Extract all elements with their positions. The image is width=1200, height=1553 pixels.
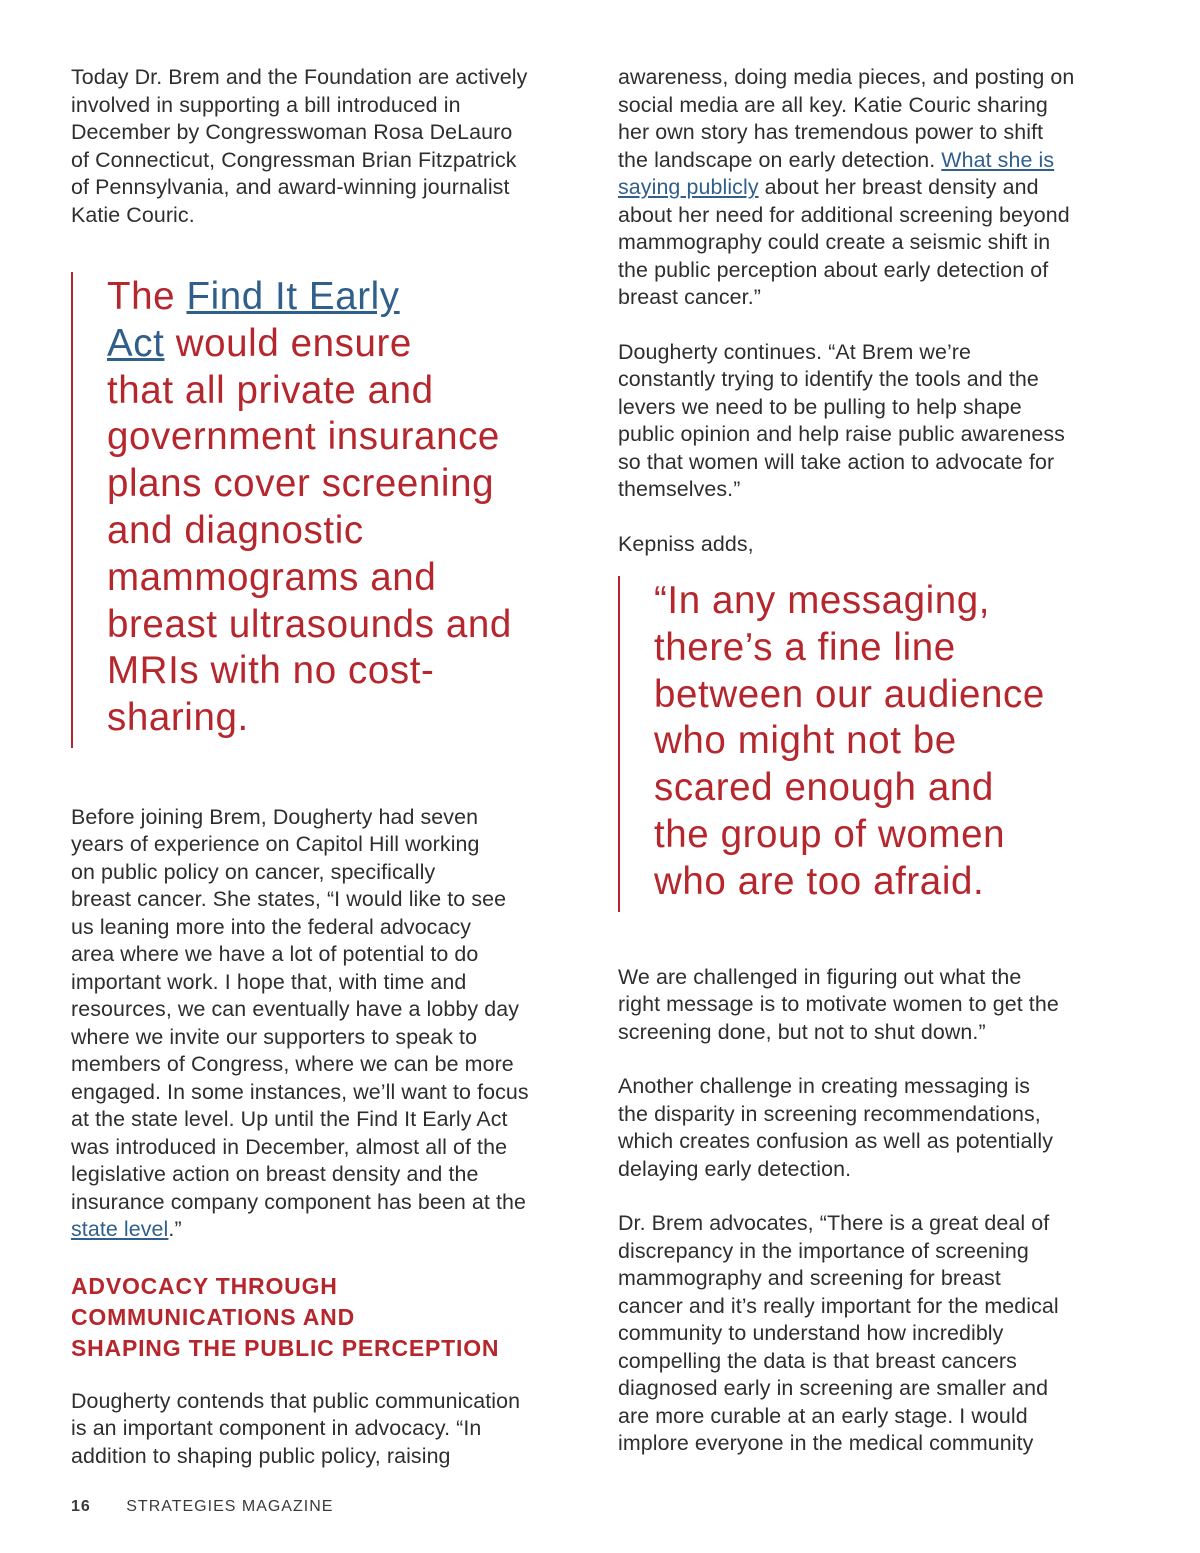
text-line: Dougherty contends that public communication	[71, 1388, 521, 1413]
text-line: legislative action on breast density and the	[71, 1162, 479, 1187]
quote-line: who are too afraid.	[654, 859, 985, 903]
quote-line: the group of women	[654, 812, 1006, 856]
text-line: state level.”	[71, 1217, 182, 1242]
heading-line: COMMUNICATIONS AND	[71, 1303, 355, 1330]
brem-advocates-paragraph	[618, 1210, 1138, 1458]
publication-name: STRATEGIES MAGAZINE	[126, 1498, 334, 1515]
kepniss-intro-paragraph	[618, 531, 1138, 559]
text-line: social media are all key. Katie Couric sharing	[618, 92, 1048, 117]
text-line: important work. I hope that, with time and	[71, 969, 467, 994]
text-line: area where we have a lot of potential to do	[71, 942, 479, 967]
pull-quote-kepniss	[618, 576, 1138, 912]
text-line: awareness, doing media pieces, and posting on	[618, 65, 1075, 89]
text-line: constantly trying to identify the tools and the	[618, 367, 1039, 391]
text-line: right message is to motivate women to get the	[618, 992, 1059, 1017]
text-line: delaying early detection.	[618, 1156, 852, 1181]
text-line: December by Congresswoman Rosa DeLauro	[71, 120, 513, 144]
text-line: members of Congress, where we can be more	[71, 1052, 514, 1077]
text-line: of Connecticut, Congressman Brian Fitzpatrick	[71, 147, 517, 172]
public-communication-paragraph	[71, 1388, 591, 1471]
what-she-is-saying-link-cont[interactable]: saying publicly	[618, 175, 759, 199]
text-line: mammography and screening for breast	[618, 1266, 1001, 1291]
page-footer	[71, 1498, 333, 1516]
quote-line: The Find It Early	[107, 275, 400, 318]
text-line: screening done, but not to shut down.”	[618, 1019, 986, 1044]
text-line: implore everyone in the medical community	[618, 1431, 1034, 1456]
intro-paragraph	[71, 64, 591, 229]
text-line: community to understand how incredibly	[618, 1321, 1004, 1346]
heading-line: ADVOCACY THROUGH	[71, 1272, 338, 1299]
quote-line: and diagnostic	[107, 508, 364, 552]
text-line: on public policy on cancer, specifically	[71, 859, 436, 884]
text-line: breast cancer. She states, “I would like to see	[71, 887, 507, 912]
text-line: Today Dr. Brem and the Foundation are actively	[71, 65, 528, 89]
text-line: the public perception about early detection of	[618, 257, 1049, 282]
quote-line: Act would ensure	[107, 321, 412, 365]
text-line: discrepancy in the importance of screening	[618, 1238, 1029, 1263]
section-heading	[71, 1271, 591, 1364]
text-line: compelling the data is that breast cancers	[618, 1348, 1017, 1373]
page-number: 16	[71, 1498, 91, 1515]
text-line: involved in supporting a bill introduced in	[71, 92, 461, 117]
text-line: We are challenged in figuring out what the	[618, 964, 1022, 989]
quote-line: plans cover screening	[107, 462, 495, 506]
right-column	[618, 64, 1138, 1485]
quote-line: mammograms and	[107, 555, 437, 599]
text-line: at the state level. Up until the Find It Early Act	[71, 1107, 508, 1132]
text-line: about her need for additional screening beyond	[618, 202, 1070, 227]
quote-line: who might not be	[654, 719, 957, 763]
text-line: Before joining Brem, Dougherty had seven	[71, 804, 479, 829]
text-line: insurance company component has been at the	[71, 1189, 526, 1214]
pull-quote-find-it-early	[71, 272, 591, 748]
text-line: the landscape on early detection. What she is	[618, 147, 1055, 172]
text-line: saying publicly about her breast density and	[618, 175, 1039, 199]
text-line: are more curable at an early stage. I would	[618, 1403, 1028, 1428]
text-line: resources, we can eventually have a lobby day	[71, 997, 520, 1022]
text-line: Katie Couric.	[71, 202, 195, 227]
text-line: public opinion and help raise public awareness	[618, 422, 1065, 446]
quote-line: that all private and	[107, 368, 434, 412]
quote-line: between our audience	[654, 672, 1045, 716]
quote-line: there’s a fine line	[654, 625, 956, 669]
quote-line: MRIs with no cost-	[107, 649, 435, 693]
heading-line: SHAPING THE PUBLIC PERCEPTION	[71, 1334, 500, 1361]
what-she-is-saying-link[interactable]: What she is	[941, 147, 1055, 172]
text-line: engaged. In some instances, we’ll want to focus	[71, 1079, 529, 1104]
quote-line: sharing.	[107, 696, 249, 740]
text-line: her own story has tremendous power to shift	[618, 120, 1044, 144]
find-it-early-act-link-cont[interactable]: Act	[107, 321, 165, 365]
dougherty-continues-paragraph	[618, 339, 1138, 504]
dougherty-background-paragraph	[71, 804, 591, 1244]
find-it-early-act-link[interactable]: Find It Early	[186, 275, 400, 318]
state-level-link[interactable]: state level	[71, 1217, 169, 1242]
quote-line: government insurance	[107, 415, 500, 459]
challenge-paragraph	[618, 964, 1138, 1047]
quote-line: “In any messaging,	[654, 579, 991, 622]
text-line: cancer and it’s really important for the medical	[618, 1293, 1059, 1318]
text-line: Kepniss adds,	[618, 531, 754, 556]
text-line: us leaning more into the federal advocacy	[71, 914, 472, 939]
quote-line: breast ultrasounds and	[107, 602, 512, 646]
text-line: diagnosed early in screening are smaller and	[618, 1376, 1049, 1401]
quote-line: scared enough and	[654, 766, 994, 810]
text-line: Another challenge in creating messaging is	[618, 1074, 1031, 1099]
text-line: Dr. Brem advocates, “There is a great deal of	[618, 1211, 1050, 1236]
text-line: was introduced in December, almost all of the	[71, 1134, 508, 1159]
text-line: is an important component in advocacy. “In	[71, 1416, 482, 1441]
text-line: years of experience on Capitol Hill working	[71, 832, 480, 857]
awareness-paragraph	[618, 64, 1138, 312]
left-column	[71, 64, 591, 1497]
text-line: which creates confusion as well as potentially	[618, 1129, 1054, 1154]
text-line: themselves.”	[618, 477, 741, 501]
text-line: where we invite our supporters to speak to	[71, 1024, 478, 1049]
text-line: so that women will take action to advocate for	[618, 449, 1055, 474]
text-line: mammography could create a seismic shift in	[618, 230, 1051, 254]
text-line: Dougherty continues. “At Brem we’re	[618, 339, 972, 364]
disparity-paragraph	[618, 1073, 1138, 1183]
text-line: addition to shaping public policy, raising	[71, 1443, 451, 1468]
text-line: levers we need to be pulling to help shape	[618, 394, 1022, 419]
text-line: breast cancer.”	[618, 285, 761, 309]
text-line: the disparity in screening recommendations,	[618, 1101, 1041, 1126]
text-line: of Pennsylvania, and award-winning journalist	[71, 175, 510, 199]
